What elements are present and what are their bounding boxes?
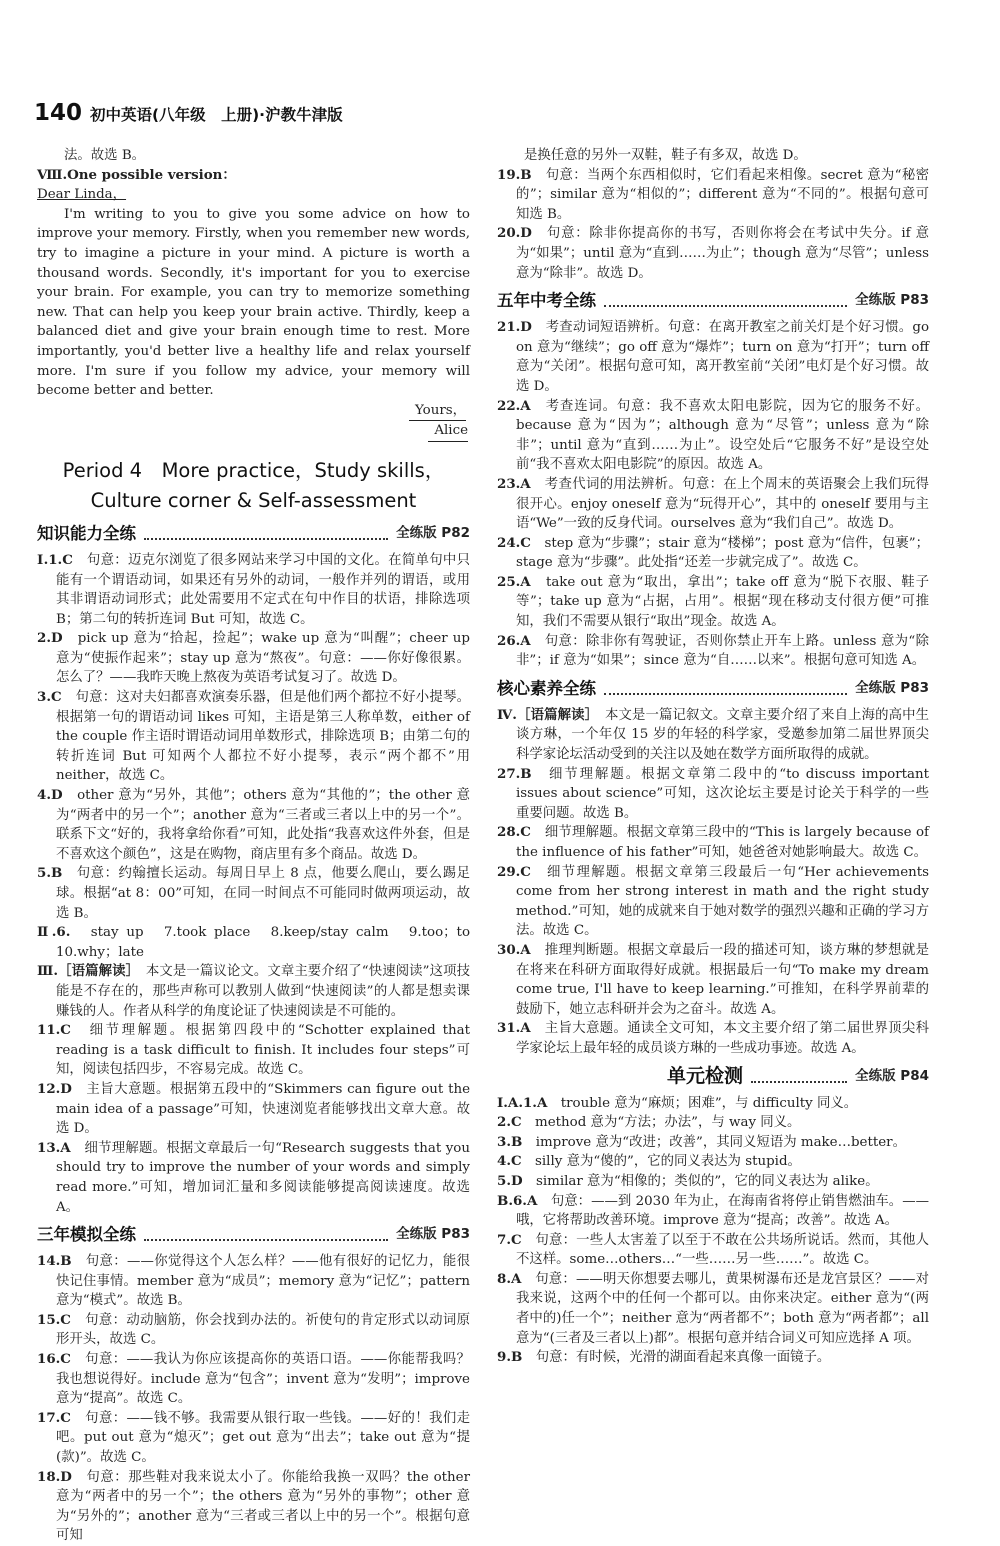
section-header-five-year: 五年中考全练 全练版 P83 (497, 291, 929, 311)
answer-number: 4.D (37, 787, 63, 804)
answer-explanation: 句意：那些鞋对我来说太小了。你能给我换一双吗？the other 意为“两者中的另一个”；the others 意为“另外的事物”；other 意为“另外的”；another 意为“三者或三者以上中的另一个”。根据句意可知 (56, 1469, 471, 1544)
answer-explanation: 句意：迈克尔浏览了很多网站来学习中国的文化。在简单句中只能有一个谓语动词，如果还有另外的动词，一般作并列的谓语，或用其非谓语动词形式；此处需要用不定式在句中作目的状语，排除选项 B；第二句的转折连词 But 可知，故选 C。 (56, 552, 471, 627)
answer-item (37, 1311, 470, 1350)
answer-item (497, 1152, 929, 1172)
answer-item (37, 864, 470, 923)
page-number: 140 (34, 100, 83, 126)
answer-item (497, 397, 929, 475)
answer-number: 18.D (37, 1468, 72, 1485)
answer-explanation: 句意：当两个东西相似时，它们看起来相像。secret 意为“秘密的”；similar 意为“相似的”；different 意为“不同的”。根据句意可知选 B。 (516, 167, 930, 222)
answer-explanation: 句意：——到 2030 年为止，在海南省将停止销售燃油车。——哦，它将帮助改善环境。improve 意为“提高；改善”。故选 A。 (516, 1193, 930, 1229)
letter-body: I'm writing to you to give you some advice on how to improve your memory. Firstly, when you remember new words, try to imagine a picture in your mind. A picture is worth a thousand words. Secondly, it's important for you to exercise your brain. For example, you can try to memorize something new. That can help you keep your brain active. Thirdly, keep a balanced diet and give your brain enough time to rest. More importantly, you'd better live a healthy life and relax yourself more. I'm sure if you follow my advice, your memory will become better and better. (37, 206, 470, 399)
answer-number: Ⅱ.6. (37, 924, 71, 941)
section-header-knowledge: 知识能力全练 全练版 P82 (37, 524, 470, 544)
answer-explanation: 句意：动动脑筋，你会找到办法的。祈使句的肯定形式以动词原形开头，故选 C。 (56, 1312, 471, 1348)
answer-item (497, 166, 929, 225)
answer-number: 14.B (37, 1253, 72, 1270)
answer-explanation: 句意：除非你提高你的书写，否则你将会在考试中失分。if 意为“如果”；until 意为“直到……为止”；though 意为“尽管”；unless 意为“除非”。故选 D。 (516, 226, 929, 281)
answer-item (497, 1019, 929, 1058)
answer-explanation: improve 意为“改进；改善”，其同义短语为 make…better。 (535, 1134, 906, 1150)
answer-number: 3.C (37, 689, 62, 706)
answer-explanation: take out 意为“取出，拿出”；take off 意为“脱下衣服、鞋子等”；take up 意为“占据，占用”。根据“现在移动支付很方便”可推知，我们不需要从银行“取出”现金。故选 A。 (516, 574, 930, 630)
answer-number: 20.D (497, 225, 532, 242)
answer-number: 27.B (497, 765, 532, 782)
answer-explanation: 句意：约翰擅长运动。每周日早上 8 点，他要么爬山，要么踢足球。根据“at 8：00”可知，在同一时间点不可能同时做两项运动，故选 B。 (56, 866, 471, 921)
answer-item (37, 1252, 470, 1311)
answer-number: 12.D (37, 1080, 72, 1097)
right-column (497, 146, 929, 1368)
answer-number: 16.C (37, 1351, 71, 1368)
answer-number: 19.B (497, 166, 532, 183)
answer-explanation: 细节理解题。根据文章第三段中的“This is largely because of the influence of his father”可知，她爸爸对她影响最大。故选 C。 (516, 825, 930, 860)
answer-number: 28.C (497, 824, 531, 841)
answer-item (497, 1270, 929, 1348)
answer-explanation: 句意：——你觉得这个人怎么样？——他有很好的记忆力，能很快记住事情。member 意为“成员”；memory 意为“记忆”；pattern 意为“模式”。故选 B。 (56, 1254, 471, 1309)
answer-list-unit-test (497, 1094, 929, 1368)
answer-item (497, 573, 929, 632)
answer-number: 8.A (497, 1270, 522, 1287)
answer-number: Ⅰ.1.C (37, 551, 73, 568)
answer-number: 2.D (37, 630, 63, 647)
answer-explanation: similar 意为“相像的；类似的”，它的同义表达为 alike。 (535, 1173, 879, 1189)
answer-number: 23.A (497, 475, 531, 492)
answer-item (497, 823, 929, 862)
answer-explanation: pick up 意为“拾起，捡起”；wake up 意为“叫醒”；cheer up 意为“使振作起来”；stay up 意为“熬夜”。句意：——你好像很累。怎么了？——我昨天晚上熬夜为英语考试复习了。故选 D。 (56, 631, 470, 686)
answer-item (37, 1468, 470, 1546)
answer-item (37, 1409, 470, 1468)
section-header-core: 核心素养全练 全练版 P83 (497, 679, 929, 699)
answer-number: 9.B (497, 1349, 523, 1366)
answer-explanation: silly 意为“傻的”，它的同义表达为 stupid。 (535, 1154, 801, 1170)
answer-explanation: 细节理解题。根据文章最后一句“Research suggests that you should try to improve the number of your words and simply read more.”可知，增加词汇量和多阅读能够提高阅读速度。故选 A。 (56, 1140, 470, 1215)
answer-item (497, 1192, 929, 1231)
answer-explanation: stay up 7.took place 8.keep/stay calm 9.too；to 10.why；late (56, 925, 484, 960)
answer-explanation: 考查动词短语辨析。句意：在离开教室之前关灯是个好习惯。go on 意为“继续”；go off 意为“爆炸”；turn on 意为“打开”；turn off 意为“关闭”。根据句意可知，离开教室前“关闭”电灯是个好习惯。故选 D。 (516, 320, 930, 394)
answer-explanation: 细节理解题。根据第四段中的“Schotter explained that reading is a task difficult to finish. It includes four steps”可知，阅读包括四步，不容易完成。故选 C。 (56, 1023, 470, 1078)
answer-explanation: method 意为“方法；办法”，与 way 同义。 (535, 1115, 801, 1131)
answer-explanation: 句意：除非你有驾驶证，否则你禁止开车上路。unless 意为“除非”；if 意为“如果”；since 意为“自……以来”。根据句意可知选 A。 (516, 633, 929, 669)
answer-number: 2.C (497, 1114, 522, 1131)
answer-number: 15.C (37, 1311, 71, 1328)
answer-item (497, 765, 929, 824)
answer-explanation: 句意：——明天你想要去哪儿，黄果树瀑布还是龙宫景区？——对我来说，这两个中的任何一个都可以。由你来决定。either 意为“(两者中的)任一个”；neither 意为“两者都不”；both 意为“两者都”；all 意为“(三者及三者以上)都”。根据句意并结合词义可知应选择 A 项。 (516, 1271, 929, 1346)
answer-explanation: 推理判断题。根据文章最后一段的描述可知，谈方琳的梦想就是在将来在科研方面取得好成就。根据最后一句“To make my dream come true, I'll have to keep learning.”可推知，在科学界前辈的鼓励下，她立志科研并会为之奋斗。故选 A。 (516, 942, 930, 1017)
answer-number: 5.D (497, 1172, 523, 1189)
answer-item (497, 706, 929, 765)
section-header-three-year: 三年模拟全练 全练版 P83 (37, 1225, 470, 1245)
answer-number: 25.A (497, 573, 531, 590)
answer-item (497, 863, 929, 941)
answer-number: 31.A (497, 1020, 531, 1037)
answer-item (497, 1348, 929, 1368)
answer-number: 24.C (497, 534, 531, 551)
answer-number: 22.A (497, 397, 531, 414)
answer-number: 17.C (37, 1409, 71, 1426)
answer-item (497, 941, 929, 1019)
answer-explanation: 本文是一篇议论文。文章主要介绍了“快速阅读”这项技能是不存在的，那些声称可以教别人做到“快速阅读”的人都是想卖课赚钱的人。作者从科学的角度论证了快速阅读是不可能的。 (56, 964, 470, 1019)
answer-item (497, 318, 929, 396)
left-intro: 法。故选 B。 (64, 148, 146, 163)
answer-list-knowledge (37, 551, 484, 1217)
answer-number: 5.B (37, 865, 63, 882)
answer-item (37, 551, 470, 629)
section-header-unit-test: 单元检测 全练版 P84 (667, 1064, 929, 1087)
answer-item (497, 534, 929, 573)
answer-item (37, 786, 470, 864)
answer-explanation: 本文是一篇记叙文。文章主要介绍了来自上海的高中生谈方琳，一个年仅 15 岁的年轻的科学家，受邀参加第二届世界顶尖科学家论坛活动受到的关注以及她在数学方面所取得的成就。 (516, 707, 929, 763)
answer-explanation: 句意：——钱不够。我需要从银行取一些钱。——好的！我们走吧。put out 意为“熄灭”；get out 意为“出去”；take out 意为“提(款)”。故选 C。 (56, 1410, 471, 1466)
answer-item (497, 1133, 929, 1153)
answer-item (37, 1350, 470, 1409)
answer-item (497, 224, 929, 283)
answer-item (37, 1080, 470, 1139)
letter-greeting: Dear Linda， (37, 187, 127, 203)
answer-item (497, 1231, 929, 1270)
left-column (37, 146, 484, 1546)
page-header (34, 100, 343, 134)
answer-explanation: 主旨大意题。根据第五段中的“Skimmers can figure out the main idea of a passage”可知，快速浏览者能够找出文章大意。故选 D。 (56, 1081, 471, 1137)
answer-item (37, 1021, 470, 1080)
period-title: Period 4 More practice，Study skills， Culture corner & Self-assessment (62, 458, 445, 512)
answer-number: Ⅲ.［语篇解读］ (37, 963, 133, 980)
answer-item (37, 688, 470, 786)
answer-number: 26.A (497, 632, 531, 649)
answer-explanation: 句意：一些人太害羞了以至于不敢在公共场所说话。然而，其他人不这样。some…others…“一些……另一些……”。故选 C。 (516, 1232, 930, 1268)
answer-item (37, 629, 470, 688)
answer-item (37, 1139, 470, 1217)
answer-explanation: 主旨大意题。通读全文可知，本文主要介绍了第二届世界顶尖科学家论坛上最年轻的成员谈方琳的一些成功事迹。故选 A。 (516, 1021, 930, 1056)
answer-number: 29.C (497, 863, 531, 880)
answer-number: 7.C (497, 1231, 522, 1248)
writing-heading: Ⅷ.One possible version： (37, 166, 236, 183)
answer-list-core (497, 706, 929, 1059)
answer-item (37, 962, 470, 1021)
answer-list-five-year (497, 318, 929, 671)
answer-number: 30.A (497, 941, 531, 958)
answer-explanation: trouble 意为“麻烦；困难”，与 difficulty 同义。 (560, 1095, 858, 1111)
book-title: 初中英语(八年级 上册)·沪教牛津版 (90, 106, 343, 124)
answer-number: 3.B (497, 1133, 523, 1150)
letter-signature: Alice (37, 421, 470, 442)
answer-item (497, 1094, 929, 1114)
answer-explanation: 考查代词的用法辨析。句意：在上个周末的英语聚会上我们玩得很开心。enjoy oneself 意为“玩得开心”，其中的 oneself 要用与主语“We”一致的反身代词。ourselves 意为“我们自己”。故选 D。 (516, 476, 930, 532)
answer-number: 4.C (497, 1153, 522, 1170)
answer-number: Ⅳ.［语篇解读］ (497, 706, 592, 723)
answer-item (497, 632, 929, 671)
answer-explanation: 细节理解题。根据文章第三段最后一句“Her achievements come from her strong interest in math and the right study method.”可知，她的成就来自于她对数学的强烈兴趣和正确的学习方法。故选 C。 (516, 864, 929, 939)
answer-explanation: 句意：——我认为你应该提高你的英语口语。——你能帮我吗？我也想说得好。include 意为“包含”；invent 意为“发明”；improve 意为“提高”。故选 C。 (56, 1352, 471, 1407)
right-intro: 是换任意的另外一双鞋，鞋子有多双，故选 D。 (524, 148, 807, 163)
answer-number: 13.A (37, 1139, 71, 1156)
answer-explanation: step 意为“步骤”；stair 意为“楼梯”；post 意为“信件，包裹”；stage 意为“步骤”。此处指“还差一步就完成了”。故选 C。 (516, 535, 929, 571)
answer-explanation: 考查连词。句意：我不喜欢太阳电影院，因为它的服务不好。because 意为“因为”；although 意为“尽管”；unless 意为“除非”；until 意为“直到……为止”。设空处后“它服务不好”是设空处前“我不喜欢太阳电影院”的原因。故选 A。 (516, 398, 930, 473)
answer-number: 11.C (37, 1022, 71, 1039)
answer-list-continued (497, 166, 929, 284)
letter-closing: Yours， (37, 401, 470, 422)
answer-item (497, 475, 929, 534)
answer-explanation: 细节理解题。根据文章第二段中的“to discuss important issues about science”可知，这次论坛主要是讨论关于科学的一些重要问题。故选 B。 (516, 766, 930, 821)
answer-item (497, 1172, 929, 1192)
answer-number: B.6.A (497, 1192, 538, 1209)
answer-item (497, 1113, 929, 1133)
answer-number: Ⅰ.A.1.A (497, 1094, 548, 1111)
answer-explanation: other 意为“另外，其他”；others 意为“其他的”；the other 意为“两者中的另一个”；another 意为“三者或三者以上中的另一个”。联系下文“好的，我将拿给你看”可知，此处指“我喜欢这件外套，但是不喜欢这个颜色”，这是在购物，商店里有多个商品。故选 D。 (56, 788, 470, 862)
answer-item (37, 923, 484, 962)
answer-explanation: 句意：这对夫妇都喜欢演奏乐器，但是他们两个都拉不好小提琴。根据第一句的谓语动词 likes 可知，主语是第三人称单数，either of the couple 作主语时谓语动词用单数形式，排除选项 B；由第二句的转折连词 But 可知两个人都拉不好小提琴，表示“两个都不”用 neither，故选 C。 (56, 690, 471, 784)
answer-number: 21.D (497, 319, 532, 336)
answer-explanation: 句意：有时候，光滑的湖面看起来真像一面镜子。 (535, 1350, 831, 1366)
answer-list-three-year (37, 1252, 470, 1546)
